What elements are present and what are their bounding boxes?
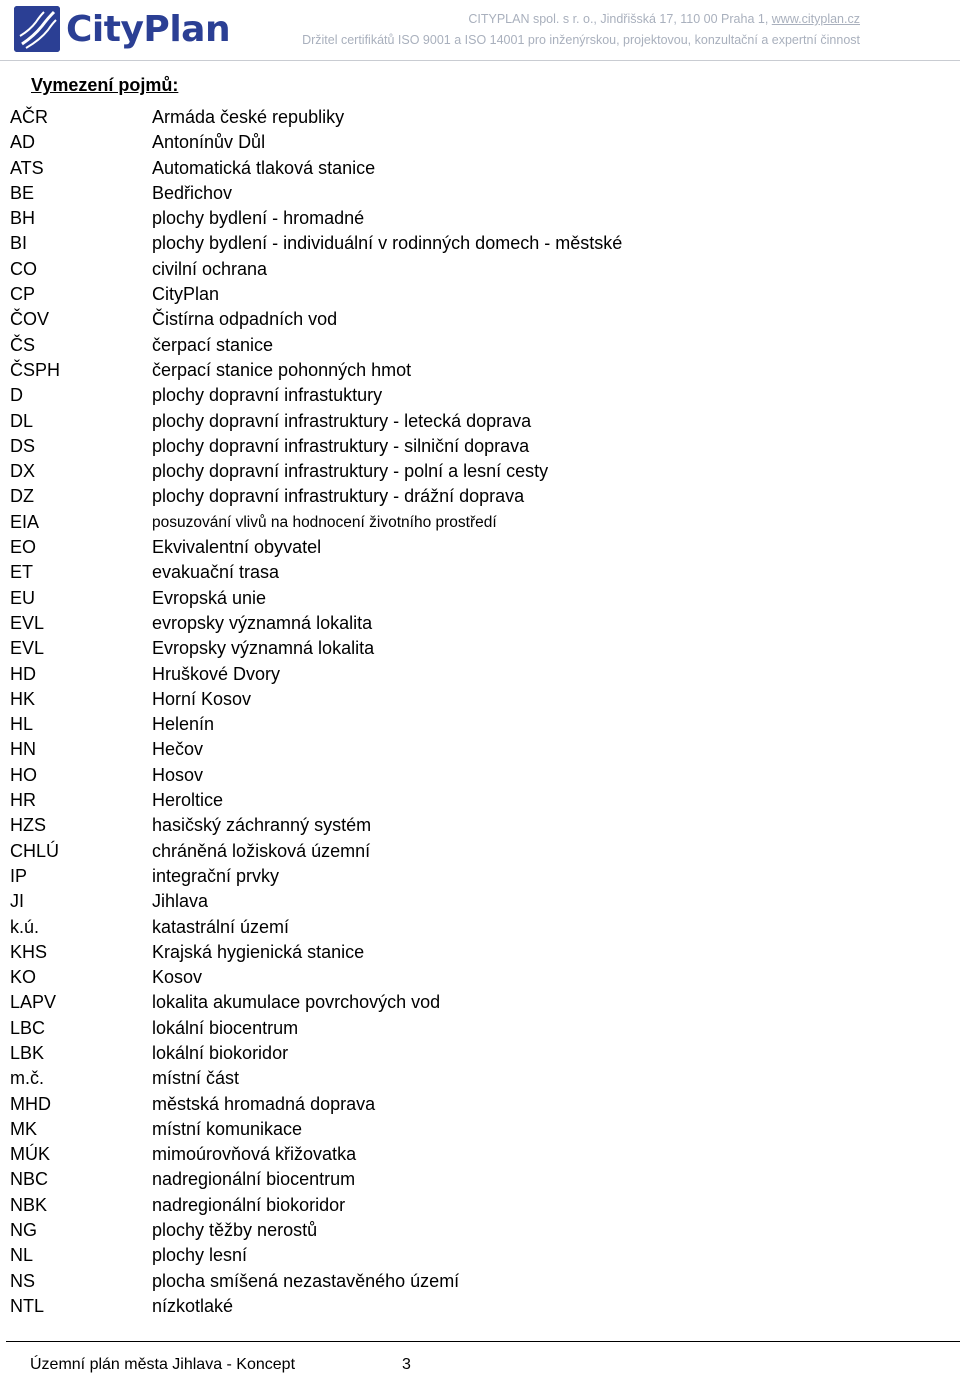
company-website-link[interactable]: www.cityplan.cz xyxy=(771,12,860,26)
definition: Hečov xyxy=(152,739,204,760)
footer-page-number: 3 xyxy=(402,1356,411,1373)
abbreviation: CHLÚ xyxy=(10,840,60,861)
definition: nadregionální biokoridor xyxy=(152,1194,346,1215)
abbreviation: ČOV xyxy=(10,309,50,330)
abbreviation: MÚK xyxy=(10,1144,50,1165)
glossary-row xyxy=(10,282,950,307)
glossary-row xyxy=(10,889,950,914)
cityplan-logo xyxy=(14,6,231,54)
abbreviation: HD xyxy=(10,663,36,684)
glossary-row xyxy=(10,257,950,282)
glossary-row xyxy=(10,1117,950,1142)
abbreviation: EO xyxy=(10,537,37,558)
glossary-row xyxy=(10,358,950,383)
definition: Heroltice xyxy=(152,790,224,811)
glossary-row xyxy=(10,181,950,206)
abbreviation: m.č. xyxy=(10,1068,44,1089)
definition: Bedřichov xyxy=(152,182,233,203)
definition: plocha smíšená nezastavěného území xyxy=(152,1270,460,1291)
abbreviation: HK xyxy=(10,688,36,709)
abbreviation: LBC xyxy=(10,1017,46,1038)
abbreviation: KHS xyxy=(10,941,48,962)
footer-divider xyxy=(6,1341,960,1342)
section-title: Vymezení pojmů: xyxy=(31,75,179,95)
definition: lokální biokoridor xyxy=(152,1042,289,1063)
glossary-row xyxy=(10,965,950,990)
glossary-row xyxy=(10,560,950,585)
definition: čerpací stanice xyxy=(152,334,274,355)
abbreviation: JI xyxy=(10,891,25,912)
definition: městská hromadná doprava xyxy=(152,1093,376,1114)
glossary-row xyxy=(10,915,950,940)
glossary-row xyxy=(10,1092,950,1117)
definition: plochy těžby nerostů xyxy=(152,1220,318,1241)
abbreviation: ATS xyxy=(10,157,44,178)
definition: místní komunikace xyxy=(152,1118,303,1139)
glossary-row xyxy=(10,510,950,535)
glossary-row xyxy=(10,206,950,231)
glossary-row xyxy=(10,1218,950,1243)
footer-document-title: Územní plán města Jihlava - Koncept xyxy=(30,1356,296,1373)
glossary-row xyxy=(10,763,950,788)
glossary-row xyxy=(10,1016,950,1041)
glossary-row xyxy=(10,990,950,1015)
definition: chráněná ložisková územní xyxy=(152,840,371,861)
glossary-row xyxy=(10,611,950,636)
glossary-row xyxy=(10,1142,950,1167)
glossary-row xyxy=(10,687,950,712)
abbreviation: BE xyxy=(10,182,35,203)
definition: plochy lesní xyxy=(152,1245,248,1266)
definition: Ekvivalentní obyvatel xyxy=(152,537,322,558)
definition: lokalita akumulace povrchových vod xyxy=(152,992,441,1013)
company-address xyxy=(468,12,860,26)
definition: plochy dopravní infrastruktury - drážní doprava xyxy=(152,486,525,507)
definition: mimoúrovňová křižovatka xyxy=(152,1144,357,1165)
certificate-line: Držitel certifikátů ISO 9001 a ISO 14001 pro inženýrskou, projektovou, konzultační a expertní činnost xyxy=(302,33,860,47)
definition: plochy dopravní infrastruktury - polní a lesní cesty xyxy=(152,461,549,482)
glossary-row xyxy=(10,1243,950,1268)
abbreviation: NBK xyxy=(10,1194,48,1215)
abbreviation: CO xyxy=(10,258,37,279)
abbreviation: KO xyxy=(10,967,37,988)
abbreviation: DZ xyxy=(10,486,34,507)
logo-text: CityPlan xyxy=(66,9,231,50)
definition: místní část xyxy=(152,1068,240,1089)
definition: plochy dopravní infrastruktury - silniční doprava xyxy=(152,435,530,456)
header-divider xyxy=(0,60,960,61)
definition: plochy bydlení - individuální v rodinných domech - městské xyxy=(152,233,623,254)
definition: Antonínův Důl xyxy=(152,132,266,153)
company-address-text: CITYPLAN spol. s r. o., Jindřišská 17, 110 00 Praha 1, xyxy=(468,12,772,26)
abbreviation: D xyxy=(10,385,23,406)
abbreviation: EU xyxy=(10,587,36,608)
logo-mark-icon xyxy=(14,6,60,52)
glossary-row xyxy=(10,586,950,611)
glossary-row xyxy=(10,156,950,181)
abbreviation: HL xyxy=(10,714,34,735)
definition: čerpací stanice pohonných hmot xyxy=(152,359,412,380)
glossary-row xyxy=(10,864,950,889)
glossary-row xyxy=(10,459,950,484)
abbreviation: LBK xyxy=(10,1042,45,1063)
definition: Čistírna odpadních vod xyxy=(152,309,338,330)
abbreviation: DS xyxy=(10,435,36,456)
definition: CityPlan xyxy=(152,284,220,305)
abbreviation: BI xyxy=(10,233,28,254)
definition: Hruškové Dvory xyxy=(152,663,281,684)
glossary-row xyxy=(10,434,950,459)
abbreviation: k.ú. xyxy=(10,916,40,937)
definition: nadregionální biocentrum xyxy=(152,1169,356,1190)
glossary-row xyxy=(10,1193,950,1218)
abbreviation: NL xyxy=(10,1245,34,1266)
definition: hasičský záchranný systém xyxy=(152,815,372,836)
definition: plochy dopravní infrastuktury xyxy=(152,385,383,406)
glossary-row xyxy=(10,383,950,408)
definition: katastrální území xyxy=(152,916,290,937)
abbreviation: MHD xyxy=(10,1093,51,1114)
definition: integrační prvky xyxy=(152,865,280,886)
definition: Kosov xyxy=(152,967,203,988)
definition: Evropská unie xyxy=(152,587,267,608)
abbreviation: EIA xyxy=(10,511,40,532)
definition: lokální biocentrum xyxy=(152,1017,299,1038)
glossary-row xyxy=(10,130,950,155)
definition: plochy bydlení - hromadné xyxy=(152,208,365,229)
abbreviation: DL xyxy=(10,410,34,431)
abbreviation: EVL xyxy=(10,638,45,659)
abbreviation: NBC xyxy=(10,1169,49,1190)
glossary-row xyxy=(10,662,950,687)
glossary-row xyxy=(10,1269,950,1294)
definition: Armáda české republiky xyxy=(152,107,345,127)
glossary-row xyxy=(10,333,950,358)
abbreviation: DX xyxy=(10,461,36,482)
glossary-row xyxy=(10,1041,950,1066)
glossary-row xyxy=(10,409,950,434)
abbreviation: ET xyxy=(10,562,34,583)
abbreviation: BH xyxy=(10,208,36,229)
definition: Hosov xyxy=(152,764,204,785)
abbreviation: NG xyxy=(10,1220,37,1241)
abbreviation: NTL xyxy=(10,1295,45,1316)
definition: Horní Kosov xyxy=(152,688,252,709)
abbreviation: HZS xyxy=(10,815,46,836)
definition: posuzování vlivů na hodnocení životního prostředí xyxy=(152,513,497,531)
definition: nízkotlaké xyxy=(152,1295,234,1316)
page-header xyxy=(0,0,960,62)
definition: Krajská hygienická stanice xyxy=(152,941,365,962)
glossary-row xyxy=(10,484,950,509)
abbreviation: HN xyxy=(10,739,36,760)
glossary-row xyxy=(10,1294,950,1319)
definition: Helenín xyxy=(152,714,215,735)
abbreviation: ČSPH xyxy=(10,359,61,380)
glossary-row xyxy=(10,1167,950,1192)
glossary-row xyxy=(10,788,950,813)
abbreviation: AD xyxy=(10,132,36,153)
abbreviation: LAPV xyxy=(10,992,57,1013)
abbreviation: ČS xyxy=(10,334,36,355)
glossary-row xyxy=(10,105,950,130)
definition: Automatická tlaková stanice xyxy=(152,157,376,178)
abbreviation: HR xyxy=(10,790,36,811)
glossary-row xyxy=(10,636,950,661)
definition: Jihlava xyxy=(152,891,209,912)
glossary-row xyxy=(10,839,950,864)
abbreviation: MK xyxy=(10,1118,37,1139)
abbreviation: EVL xyxy=(10,612,45,633)
glossary-row xyxy=(10,712,950,737)
glossary-row xyxy=(10,307,950,332)
abbreviation: AČR xyxy=(10,107,49,127)
abbreviation: HO xyxy=(10,764,37,785)
glossary-row xyxy=(10,813,950,838)
glossary-list xyxy=(10,105,950,1319)
glossary-row xyxy=(10,940,950,965)
definition: evakuační trasa xyxy=(152,562,280,583)
definition: evropsky významná lokalita xyxy=(152,612,373,633)
glossary-row xyxy=(10,231,950,256)
glossary-row xyxy=(10,1066,950,1091)
definition: civilní ochrana xyxy=(152,258,268,279)
abbreviation: IP xyxy=(10,865,28,886)
glossary-row xyxy=(10,535,950,560)
glossary-row xyxy=(10,737,950,762)
definition: Evropsky významná lokalita xyxy=(152,638,375,659)
definition: plochy dopravní infrastruktury - letecká doprava xyxy=(152,410,532,431)
abbreviation: CP xyxy=(10,284,36,305)
abbreviation: NS xyxy=(10,1270,36,1291)
